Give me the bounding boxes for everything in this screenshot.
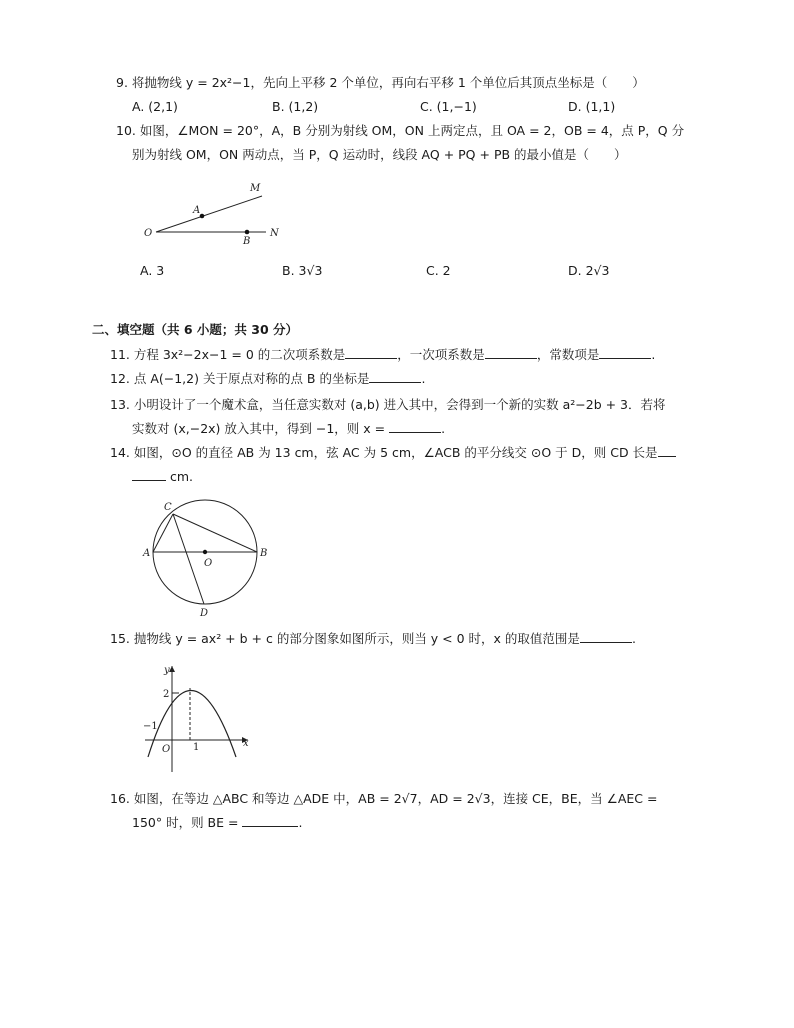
q11-part-a: 11. 方程 3x²−2x−1 = 0 的二次项系数是: [110, 347, 346, 362]
q9-option-a: A. (2,1): [132, 99, 178, 114]
q16-blank[interactable]: [242, 814, 298, 827]
q11-line: [110, 346, 655, 364]
label-b: B: [260, 548, 268, 559]
q10-option-c: C. 2: [426, 263, 451, 278]
q11-part-c: ，常数项是: [536, 347, 600, 362]
label-x: x: [243, 738, 249, 749]
q10-angle-figure: [140, 176, 290, 248]
q9-option-d: D. (1,1): [568, 99, 616, 114]
label-m: M: [250, 183, 261, 194]
q11-blank-1[interactable]: [345, 346, 397, 359]
q16-part-b: .: [298, 815, 303, 830]
q12-line: [110, 370, 425, 388]
label-o: O: [204, 558, 213, 569]
point-b-dot: [245, 230, 250, 235]
label-origin: O: [162, 744, 171, 755]
label-d: D: [200, 608, 209, 619]
center-o-dot: [203, 550, 207, 554]
q14-line2: [132, 468, 193, 486]
q14-blank-start[interactable]: [658, 444, 676, 457]
label-c: C: [164, 502, 172, 513]
q12-part-b: .: [421, 371, 426, 386]
label-a: A: [143, 548, 151, 559]
q11-blank-2[interactable]: [485, 346, 537, 359]
q15-blank[interactable]: [580, 630, 632, 643]
label-b: B: [243, 236, 251, 247]
label-one: 1: [193, 742, 200, 753]
q15-end: .: [631, 631, 636, 646]
q10-line2: 别为射线 OM，ON 两动点，当 P，Q 运动时，线段 AQ + PQ + PB 的最小值是（ ）: [132, 147, 627, 162]
q10-line1: 10. 如图，∠MON = 20°，A，B 分别为射线 OM，ON 上两定点，且 OA = 2，OB = 4，点 P，Q 分: [116, 123, 685, 138]
q14-blank-end[interactable]: [132, 468, 166, 481]
q13-part-a: 实数对 (x,−2x) 放入其中，得到 −1，则 x =: [132, 421, 386, 436]
label-o: O: [144, 228, 153, 239]
q16-part-a: 150° 时，则 BE =: [132, 815, 239, 830]
q14-circle-figure: [140, 496, 270, 620]
label-a: A: [193, 205, 201, 216]
q12-blank[interactable]: [369, 370, 421, 383]
label-n: N: [270, 228, 279, 239]
q9-option-b: B. (1,2): [272, 99, 319, 114]
q11-blank-3[interactable]: [599, 346, 651, 359]
q11-part-d: .: [651, 347, 656, 362]
q9-text: 9. 将抛物线 y = 2x²−1，先向上平移 2 个单位，再向右平移 1 个单位后其顶点坐标是（ ）: [116, 75, 645, 90]
q16-line2: [132, 814, 302, 832]
section2-title: 二、填空题（共 6 小题；共 30 分）: [92, 322, 299, 337]
q10-option-d: D. 2√3: [568, 263, 610, 278]
q13-line1: 13. 小明设计了一个魔术盒，当任意实数对 (a,b) 进入其中，会得到一个新的实数 a²−2b + 3．若将: [110, 397, 666, 412]
q10-option-b: B. 3√3: [282, 263, 323, 278]
q13-line2: [132, 420, 445, 438]
q14-unit: cm.: [169, 469, 194, 484]
label-y: y: [164, 665, 170, 676]
q14-line1: [110, 444, 676, 462]
q13-part-b: .: [441, 421, 446, 436]
q15-line: [110, 630, 636, 648]
label-neg-one: −1: [143, 721, 158, 732]
q15-text: 15. 抛物线 y = ax² + b + c 的部分图象如图所示，则当 y < 0 时，x 的取值范围是: [110, 631, 580, 646]
q16-line1: 16. 如图，在等边 △ABC 和等边 △ADE 中，AB = 2√7，AD = 2√3，连接 CE，BE，当 ∠AEC =: [110, 791, 658, 806]
q10-option-a: A. 3: [140, 263, 165, 278]
q9-option-c: C. (1,−1): [420, 99, 477, 114]
label-two: 2: [163, 689, 170, 700]
q11-part-b: ，一次项系数是: [397, 347, 485, 362]
point-a-dot: [200, 214, 205, 219]
q15-parabola-figure: [142, 660, 262, 775]
q14-part-a: 14. 如图，⊙O 的直径 AB 为 13 cm，弦 AC 为 5 cm，∠ACB 的平分线交 ⊙O 于 D，则 CD 长是: [110, 445, 658, 460]
q12-part-a: 12. 点 A(−1,2) 关于原点对称的点 B 的坐标是: [110, 371, 370, 386]
q13-blank[interactable]: [389, 420, 441, 433]
